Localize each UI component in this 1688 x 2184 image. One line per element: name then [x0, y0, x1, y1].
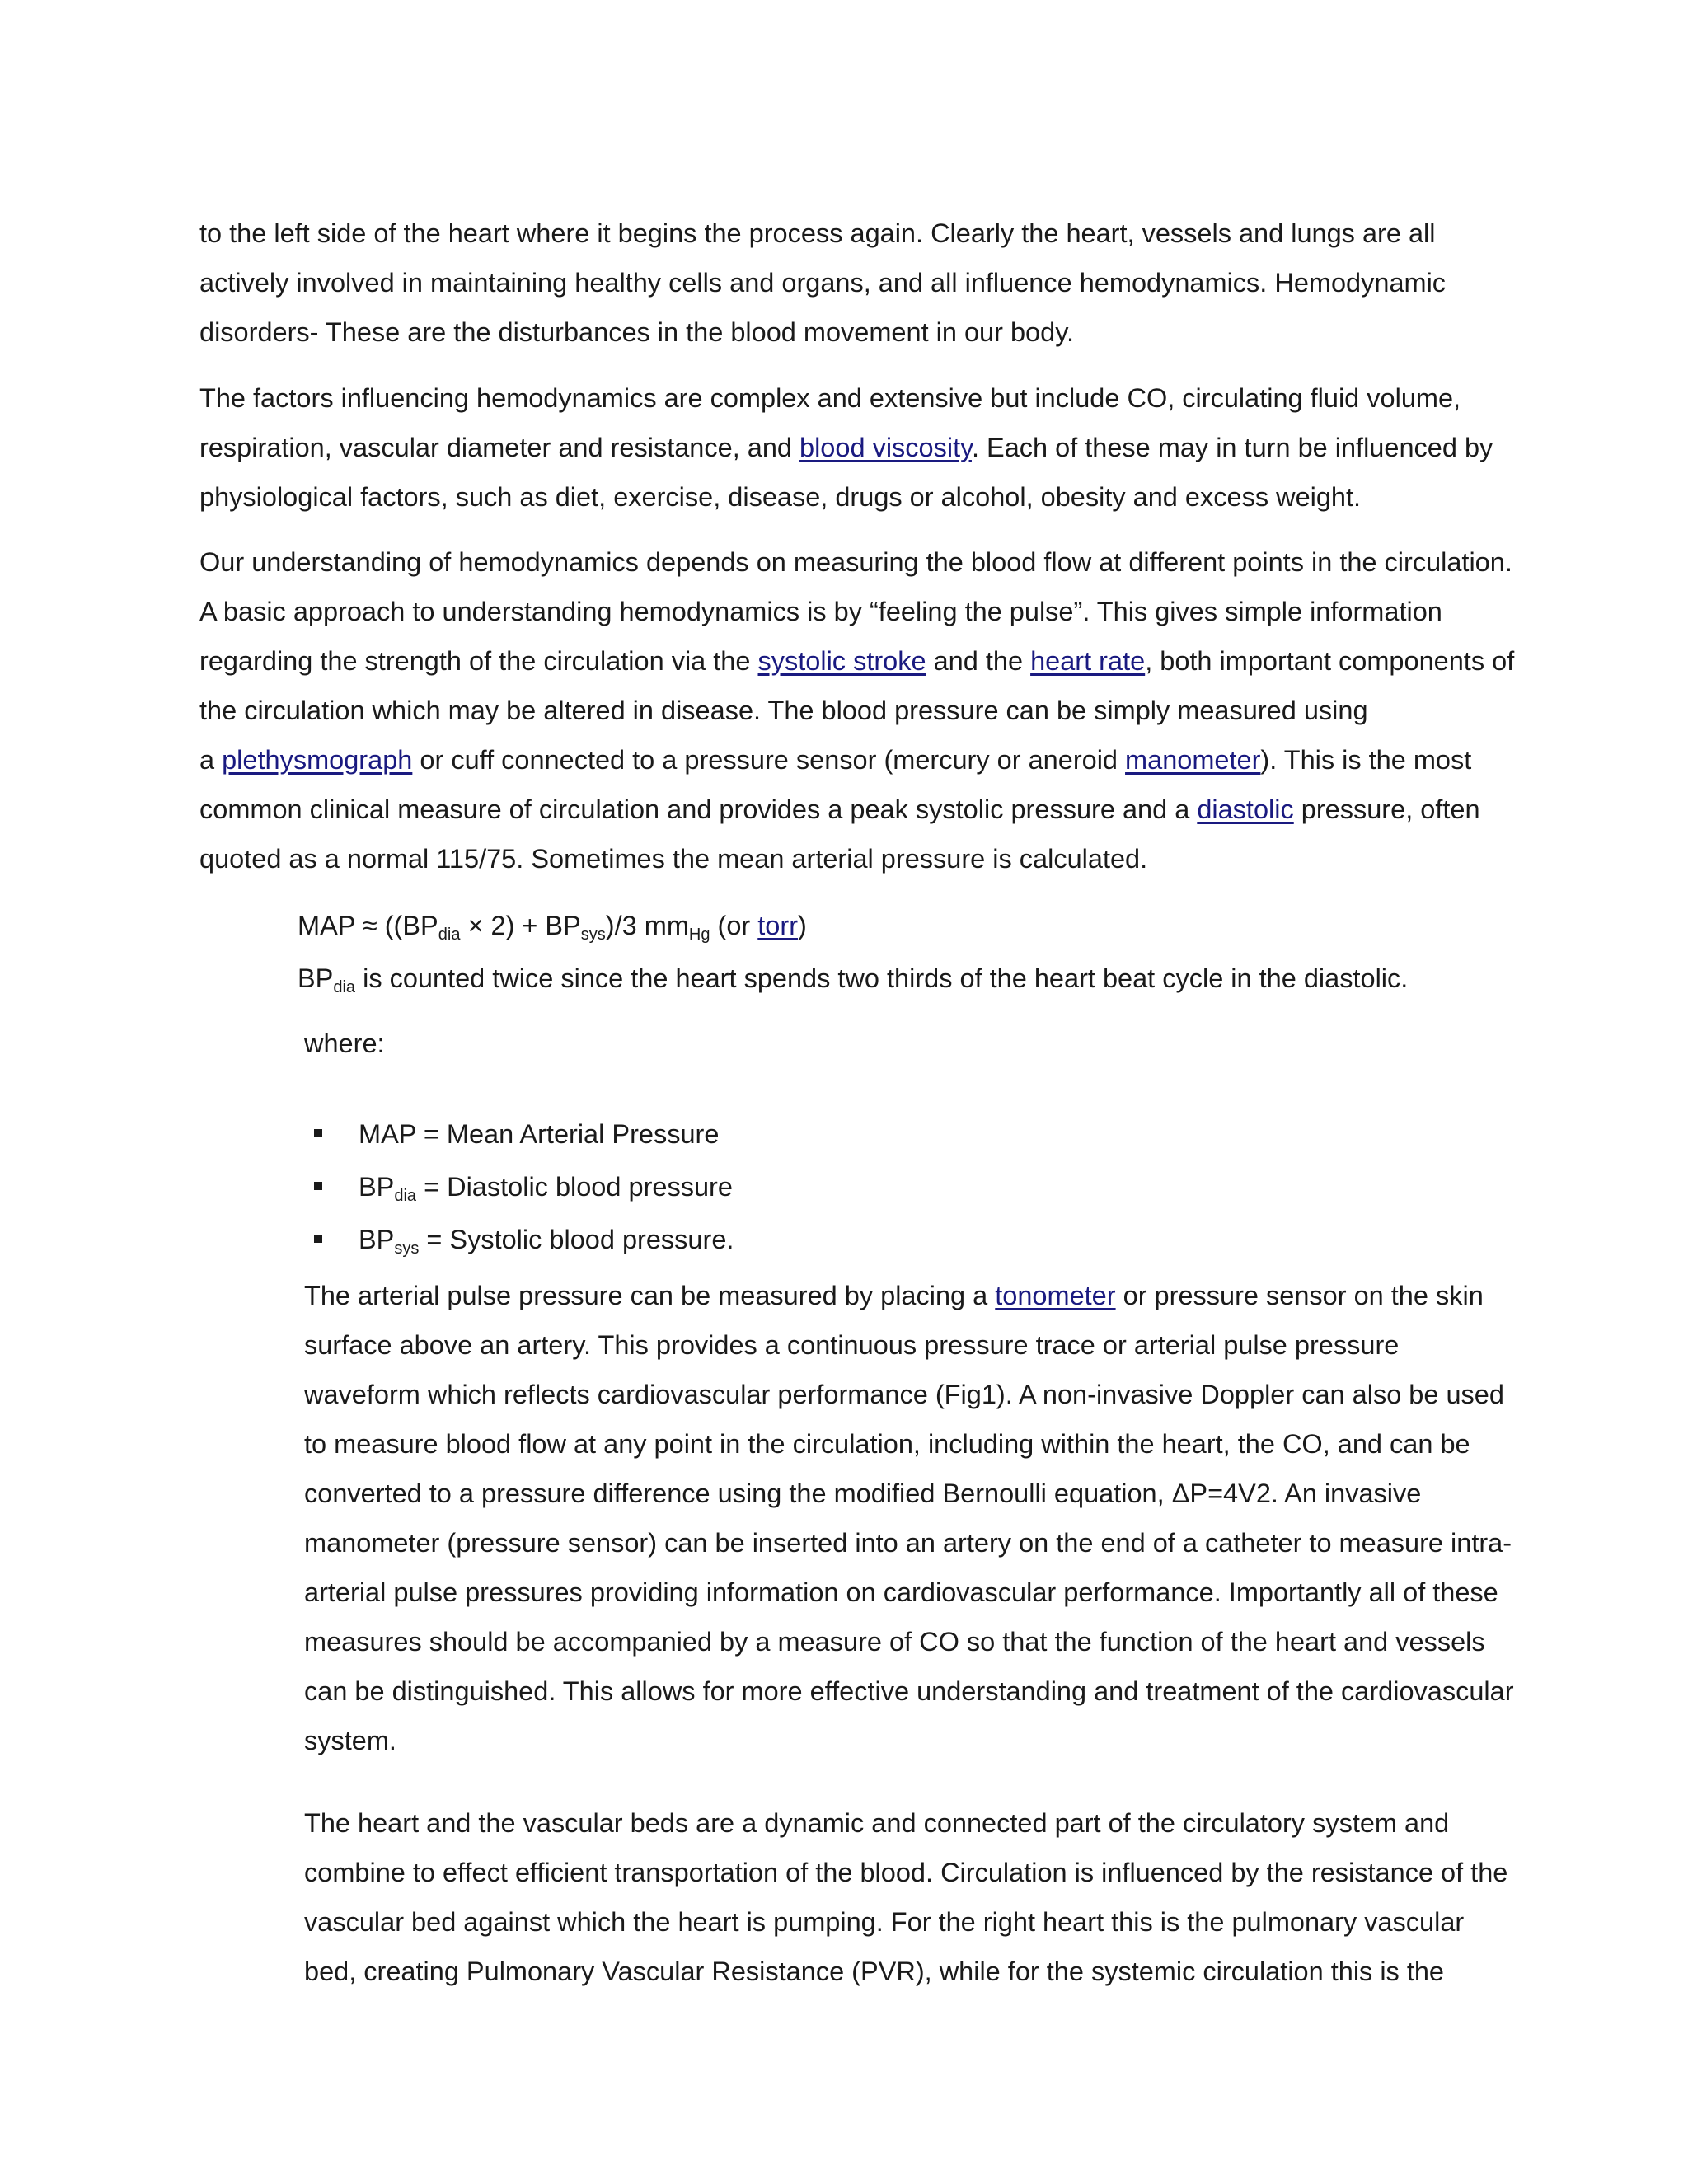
text-line: bed, creating Pulmonary Vascular Resistance (PVR), while for the systemic circulation this is the	[304, 1957, 1445, 1986]
square-bullet-icon	[314, 1235, 322, 1243]
text-line: can be distinguished. This allows for more effective understanding and treatment of the cardiovascular	[304, 1676, 1514, 1706]
text-line: waveform which reflects cardiovascular performance (Fig1). A non-invasive Doppler can also be used	[304, 1380, 1504, 1409]
list-item-text: BP	[359, 1225, 395, 1254]
subscript: dia	[394, 1187, 417, 1205]
link-heart-rate[interactable]: heart rate	[1030, 646, 1146, 676]
list-item-text: MAP = Mean Arterial Pressure	[359, 1119, 720, 1149]
link-plethysmograph[interactable]: plethysmograph	[222, 745, 413, 775]
paragraph-4	[304, 1271, 1514, 1765]
text-line: system.	[304, 1726, 396, 1755]
text-line: to the left side of the heart where it begins the process again. Clearly the heart, vessels and lungs are all	[199, 218, 1436, 248]
text-segment: ). This is the most	[1260, 745, 1472, 775]
formula-note	[298, 954, 1408, 1003]
paragraph-2	[199, 373, 1502, 522]
text-segment: , both important components of	[1145, 646, 1515, 676]
subscript: sys	[394, 1240, 420, 1258]
text-segment: or cuff connected to a pressure sensor (mercury or aneroid	[412, 745, 1126, 775]
square-bullet-icon	[314, 1129, 322, 1137]
text-segment: pressure, often	[1293, 794, 1480, 824]
text-line: A basic approach to understanding hemodynamics is by “feeling the pulse”. This gives simple information	[199, 597, 1442, 626]
list-item-text: BP	[359, 1172, 395, 1202]
text-line	[199, 636, 1515, 686]
text-line: manometer (pressure sensor) can be inserted into an artery on the end of a catheter to measure intra-	[304, 1528, 1512, 1558]
text-line: combine to effect efficient transportation of the blood. Circulation is influenced by the resistance of the	[304, 1858, 1508, 1887]
formula-text: × 2) + BP	[460, 911, 581, 940]
where-label: where:	[304, 1029, 385, 1058]
link-diastolic[interactable]: diastolic	[1197, 794, 1294, 824]
text-line	[199, 785, 1502, 834]
text-line: arterial pulse pressures providing information on cardiovascular performance. Importantly all of these	[304, 1577, 1498, 1607]
subscript: Hg	[688, 926, 710, 944]
formula-text: (or	[710, 911, 758, 940]
formula-text: MAP ≈ ((BP	[298, 911, 438, 940]
link-tonometer[interactable]: tonometer	[995, 1281, 1116, 1310]
list-item	[304, 1109, 734, 1162]
text-line: actively involved in maintaining healthy cells and organs, and all influence hemodynamics. Hemodynamic	[199, 268, 1447, 298]
subscript: dia	[333, 978, 356, 996]
text-segment: respiration, vascular diameter and resistance, and	[199, 433, 800, 462]
text-segment: regarding the strength of the circulation via the	[199, 646, 758, 676]
text-line	[199, 735, 1502, 785]
text-line: The heart and the vascular beds are a dynamic and connected part of the circulatory system and	[304, 1808, 1450, 1838]
note-text: is counted twice since the heart spends two thirds of the heart beat cycle in the diastolic.	[355, 963, 1409, 993]
text-line: the circulation which may be altered in disease. The blood pressure can be simply measured using	[199, 696, 1368, 725]
link-torr[interactable]: torr	[757, 911, 799, 940]
text-line: disorders- These are the disturbances in the blood movement in our body.	[199, 317, 1075, 347]
text-line: measures should be accompanied by a measure of CO so that the function of the heart and vessels	[304, 1627, 1485, 1657]
square-bullet-icon	[314, 1182, 322, 1190]
definition-list	[304, 1109, 734, 1268]
map-formula	[298, 901, 807, 950]
text-segment: common clinical measure of circulation and provides a peak systolic pressure and a	[199, 794, 1198, 824]
text-line: physiological factors, such as diet, exercise, disease, drugs or alcohol, obesity and excess weight.	[199, 482, 1362, 512]
text-line	[199, 423, 1502, 472]
paragraph-1	[199, 209, 1502, 357]
text-line	[304, 1271, 1507, 1320]
text-segment: . Each of these may in turn be influenced by	[971, 433, 1493, 462]
text-segment: The arterial pulse pressure can be measured by placing a	[304, 1281, 996, 1310]
list-item	[304, 1162, 734, 1215]
text-line: quoted as a normal 115/75. Sometimes the mean arterial pressure is calculated.	[199, 844, 1148, 874]
text-line: Our understanding of hemodynamics depends on measuring the blood flow at different points in the circulation.	[199, 547, 1512, 577]
list-item	[304, 1215, 734, 1268]
formula-text: )/3 mm	[605, 911, 689, 940]
subscript: sys	[580, 926, 606, 944]
paragraph-3	[199, 537, 1515, 883]
text-line: The factors influencing hemodynamics are complex and extensive but include CO, circulating fluid volume,	[199, 383, 1461, 413]
subscript: dia	[438, 926, 461, 944]
link-systolic-stroke[interactable]: systolic stroke	[757, 646, 926, 676]
text-segment: a	[199, 745, 223, 775]
text-segment: or pressure sensor on the skin	[1115, 1281, 1484, 1310]
text-segment: and the	[926, 646, 1031, 676]
text-line: to measure blood flow at any point in the circulation, including within the heart, the CO, and can be	[304, 1429, 1470, 1459]
text-line: surface above an artery. This provides a continuous pressure trace or arterial pulse pressure	[304, 1330, 1400, 1360]
link-manometer[interactable]: manometer	[1125, 745, 1261, 775]
text-line: vascular bed against which the heart is pumping. For the right heart this is the pulmonary vascular	[304, 1907, 1465, 1937]
link-blood-viscosity[interactable]: blood viscosity	[799, 433, 972, 462]
text-line: converted to a pressure difference using the modified Bernoulli equation, ΔP=4V2. An invasive	[304, 1479, 1422, 1508]
paragraph-5	[304, 1798, 1507, 1996]
note-text: BP	[298, 963, 334, 993]
list-item-text: = Diastolic blood pressure	[416, 1172, 733, 1202]
list-item-text: = Systolic blood pressure.	[419, 1225, 734, 1254]
formula-text: )	[798, 911, 807, 940]
